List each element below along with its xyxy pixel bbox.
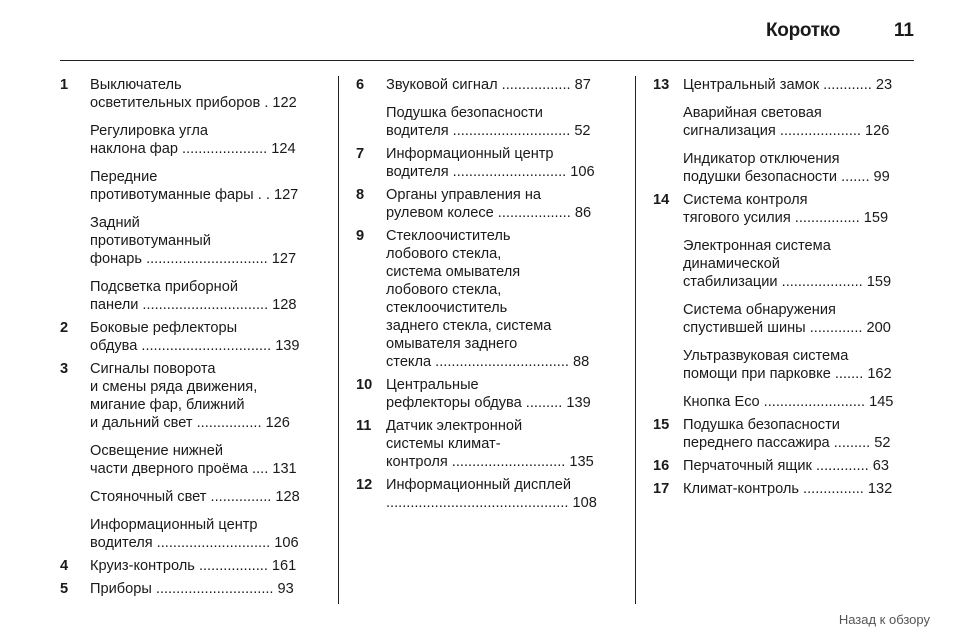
callout-number: 5 (60, 581, 69, 597)
toc-column-1 (60, 76, 324, 598)
callout-number: 7 (356, 146, 365, 162)
toc-entry-text: Выключатель осветительных приборов . 122 (90, 77, 297, 111)
callout-number: 15 (653, 417, 670, 433)
column-divider (338, 76, 339, 604)
toc-entry[interactable] (653, 191, 917, 227)
toc-entry[interactable] (60, 122, 324, 158)
toc-entry-text: Электронная система динамической стабилизации .................... 159 (683, 238, 892, 290)
header-divider (60, 60, 914, 61)
toc-entry-text: Перчаточный ящик ............. 63 (683, 458, 889, 474)
toc-entry[interactable] (60, 442, 324, 478)
callout-number: 13 (653, 77, 670, 93)
toc-entry-text: Подушка безопасности водителя ............................. 52 (386, 105, 591, 139)
toc-entry-text: Подушка безопасности переднего пассажира ......... 52 (683, 417, 891, 451)
toc-entry-text: Приборы ............................. 93 (90, 581, 294, 597)
toc-entry-text: Аварийная световая сигнализация .................... 126 (683, 105, 890, 139)
toc-column-2 (356, 76, 620, 512)
callout-number: 6 (356, 77, 365, 93)
toc-entry-text: Информационный дисплей ............................................. 108 (386, 477, 597, 511)
toc-entry-text: Боковые рефлекторы обдува ................................ 139 (90, 320, 300, 354)
toc-entry[interactable] (653, 393, 917, 411)
toc-entry[interactable] (653, 150, 917, 186)
toc-entry-text: Стояночный свет ............... 128 (90, 489, 300, 505)
page-number: 11 (893, 20, 914, 41)
toc-entry[interactable] (653, 457, 917, 475)
toc-entry-text: Органы управления на рулевом колесе .................. 86 (386, 187, 592, 221)
toc-entry-text: Кнопка Eco ......................... 145 (683, 394, 894, 410)
toc-entry[interactable] (60, 557, 324, 575)
toc-entry[interactable] (653, 76, 917, 94)
toc-entry-text: Индикатор отключения подушки безопасности ....... 99 (683, 151, 890, 185)
toc-entry-text: Система контроля тягового усилия ................ 159 (683, 192, 889, 226)
toc-entry-text: Регулировка угла наклона фар ..................... 124 (90, 123, 296, 157)
toc-entry-text: Ультразвуковая система помощи при парковке ....... 162 (683, 348, 892, 382)
toc-entry-text: Центральные рефлекторы обдува ......... 139 (386, 377, 591, 411)
toc-entry[interactable] (60, 76, 324, 112)
toc-entry-text: Подсветка приборной панели ............................... 128 (90, 279, 297, 313)
callout-number: 14 (653, 192, 670, 208)
toc-entry[interactable] (653, 416, 917, 452)
back-to-overview-link[interactable]: Назад к обзору (838, 612, 930, 627)
toc-entry-text: Звуковой сигнал ................. 87 (386, 77, 591, 93)
section-title: Коротко (765, 20, 840, 41)
toc-entry[interactable] (60, 278, 324, 314)
callout-number: 11 (356, 418, 372, 434)
toc-entry[interactable] (60, 360, 324, 432)
callout-number: 4 (60, 558, 69, 574)
toc-entry[interactable] (60, 516, 324, 552)
callout-number: 9 (356, 228, 365, 244)
toc-entry-text: Сигналы поворота и смены ряда движения, мигание фар, ближний и дальний свет ................ 126 (90, 361, 290, 431)
toc-entry[interactable] (356, 417, 620, 471)
toc-entry[interactable] (653, 104, 917, 140)
toc-entry[interactable] (60, 580, 324, 598)
callout-number: 8 (356, 187, 365, 203)
toc-entry-text: Климат-контроль ............... 132 (683, 481, 893, 497)
toc-entry[interactable] (653, 480, 917, 498)
toc-entry[interactable] (60, 488, 324, 506)
toc-entry-text: Задний противотуманный фонарь .............................. 127 (90, 215, 297, 267)
toc-entry[interactable] (60, 214, 324, 268)
toc-entry[interactable] (356, 145, 620, 181)
toc-entry-text: Круиз-контроль ................. 161 (90, 558, 297, 574)
toc-entry[interactable] (653, 301, 917, 337)
callout-number: 1 (60, 77, 69, 93)
toc-entry-text: Передние противотуманные фары . . 127 (90, 169, 299, 203)
toc-entry-text: Датчик электронной системы климат- контроля ............................ 135 (386, 418, 594, 470)
toc-entry-text: Центральный замок ............ 23 (683, 77, 893, 93)
toc-entry[interactable] (60, 319, 324, 355)
toc-entry[interactable] (356, 104, 620, 140)
toc-entry-text: Система обнаружения спустившей шины ............. 200 (683, 302, 891, 336)
toc-entry-text: Информационный центр водителя ............................ 106 (90, 517, 299, 551)
toc-entry[interactable] (356, 476, 620, 512)
toc-entry[interactable] (653, 237, 917, 291)
toc-entry[interactable] (60, 168, 324, 204)
toc-entry-text: Освещение нижней части дверного проёма .... 131 (90, 443, 297, 477)
toc-entry-text: Стеклоочиститель лобового стекла, система омывателя лобового стекла, стеклоочиститель заднего стекла, система омывателя заднего стекла ................................. 88 (386, 228, 590, 370)
toc-entry[interactable] (356, 376, 620, 412)
toc-entry-text: Информационный центр водителя ............................ 106 (386, 146, 595, 180)
callout-number: 2 (60, 320, 69, 336)
callout-number: 12 (356, 477, 373, 493)
toc-entry[interactable] (356, 76, 620, 94)
toc-entry[interactable] (356, 186, 620, 222)
callout-number: 10 (356, 377, 373, 393)
toc-entry[interactable] (356, 227, 620, 371)
callout-number: 17 (653, 481, 670, 497)
column-divider (635, 76, 636, 604)
callout-number: 16 (653, 458, 670, 474)
callout-number: 3 (60, 361, 69, 377)
toc-entry[interactable] (653, 347, 917, 383)
toc-column-3 (653, 76, 917, 498)
